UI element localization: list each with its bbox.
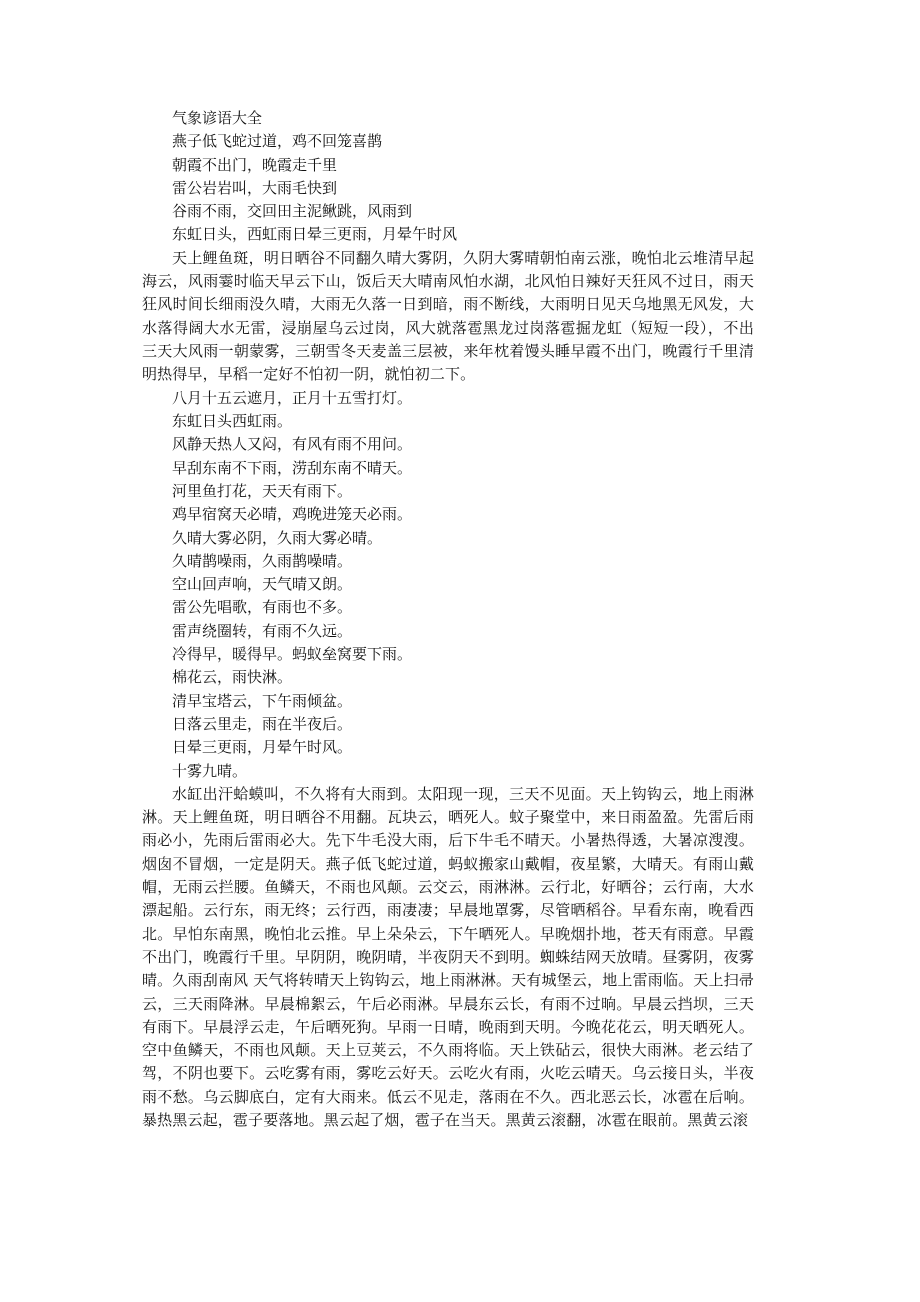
proverb-line: 早刮东南不下雨，涝刮东南不晴天。	[172, 458, 413, 477]
proverb-line: 雷公岩岩叫，大雨毛快到	[172, 178, 338, 197]
proverb-line: 日落云里走，雨在半夜后。	[172, 714, 353, 733]
proverb-line: 东虹日头西虹雨。	[172, 412, 293, 431]
proverb-line: 东虹日头，西虹雨日晕三更雨，月晕午时风	[172, 225, 458, 244]
proverb-line: 雷公先唱歌，有雨也不多。	[172, 598, 353, 617]
proverb-paragraph: 天上鲤鱼斑，明日晒谷不同翻久晴大雾阴，久阴大雾晴朝怕南云涨，晚怕北云堆清早起海云，风雨霎时临天早云下山，饭后天大晴南风怕水湖，北风怕日辣好天狂风不过日，雨天狂风时间长细雨没久晴，大雨无久落一日到暗，雨不断线，大雨明日见天乌地黑无风发，大水落得阔大水无雷，浸崩屋乌云过岗，风大就落雹黑龙过岗落雹掘龙虹（短短一段），不出三天大风雨一朝蒙雾，三朝雪冬天麦盖三层被，来年枕着馒头睡早霞不出门，晚霞行千里清明热得早，早稻一定好不怕初一阴，就怕初二下。	[142, 248, 754, 384]
proverb-line: 空山回声响，天气晴又朗。	[172, 575, 353, 594]
proverb-line: 鸡早宿窝天必晴，鸡晚进笼天必雨。	[172, 505, 413, 524]
proverb-line: 风静天热人又闷，有风有雨不用问。	[172, 435, 413, 454]
proverb-line: 久晴大雾必阴，久雨大雾必晴。	[172, 528, 383, 547]
proverb-line: 清早宝塔云，下午雨倾盆。	[172, 691, 353, 710]
proverb-line: 雷声绕圈转，有雨不久远。	[172, 621, 353, 640]
proverb-line: 河里鱼打花，天天有雨下。	[172, 481, 353, 500]
proverb-line: 燕子低飞蛇过道，鸡不回笼喜鹊	[172, 132, 383, 151]
proverb-line: 八月十五云遮月，正月十五雪打灯。	[172, 388, 413, 407]
proverb-line: 棉花云，雨快淋。	[172, 668, 293, 687]
proverb-line: 日晕三更雨，月晕午时风。	[172, 738, 353, 757]
proverb-line: 谷雨不雨，交回田主泥鳅跳，风雨到	[172, 202, 413, 221]
proverb-paragraph: 水缸出汗蛤蟆叫，不久将有大雨到。太阳现一现，三天不见面。天上钩钩云，地上雨淋淋。天上鲤鱼斑，明日晒谷不用翻。瓦块云，晒死人。蚊子聚堂中，来日雨盈盈。先雷后雨雨必小，先雨后雷雨必大。先下牛毛没大雨，后下牛毛不晴天。小暑热得透，大暑凉溲溲。烟囱不冒烟，一定是阴天。燕子低飞蛇过道，蚂蚁搬家山戴帽，夜星繁，大晴天。有雨山戴帽，无雨云拦腰。鱼鳞天，不雨也风颠。云交云，雨淋淋。云行北，好晒谷；云行南，大水漂起船。云行东，雨无终；云行西，雨凄凄；早晨地罩雾，尽管晒稻谷。早看东南，晚看西北。早怕东南黑，晚怕北云推。早上朵朵云，下午晒死人。早晚烟扑地，苍天有雨意。早霞不出门，晚霞行千里。早阴阴，晚阴晴，半夜阴天不到明。蜘蛛结网天放晴。昼雾阴，夜雾晴。久雨刮南风 天气将转晴天上钩钩云，地上雨淋淋。天有城堡云，地上雷雨临。天上扫帚云，三天雨降淋。早晨棉絮云，午后必雨淋。早晨东云长，有雨不过晌。早晨云挡坝，三天有雨下。早晨浮云走，午后晒死狗。早雨一日晴，晚雨到天明。今晚花花云，明天晒死人。空中鱼鳞天，不雨也风颠。天上豆荚云，不久雨将临。天上铁砧云，很快大雨淋。老云结了驾，不阴也要下。云吃雾有雨，雾吃云好天。云吃火有雨，火吃云晴天。乌云接日头，半夜雨不愁。乌云脚底白，定有大雨来。低云不见走，落雨在不久。西北恶云长，冰雹在后响。暴热黑云起，雹子要落地。黑云起了烟，雹子在当天。黑黄云滚翻，冰雹在眼前。黑黄云滚	[142, 784, 754, 1129]
proverb-line: 朝霞不出门，晚霞走千里	[172, 155, 338, 174]
proverb-line: 冷得早，暖得早。蚂蚁垒窝要下雨。	[172, 645, 413, 664]
document-title: 气象谚语大全	[172, 109, 263, 127]
proverb-line: 久晴鹊噪雨，久雨鹊噪晴。	[172, 551, 353, 570]
document-page	[142, 107, 784, 1248]
proverb-line: 十雾九晴。	[172, 761, 248, 780]
